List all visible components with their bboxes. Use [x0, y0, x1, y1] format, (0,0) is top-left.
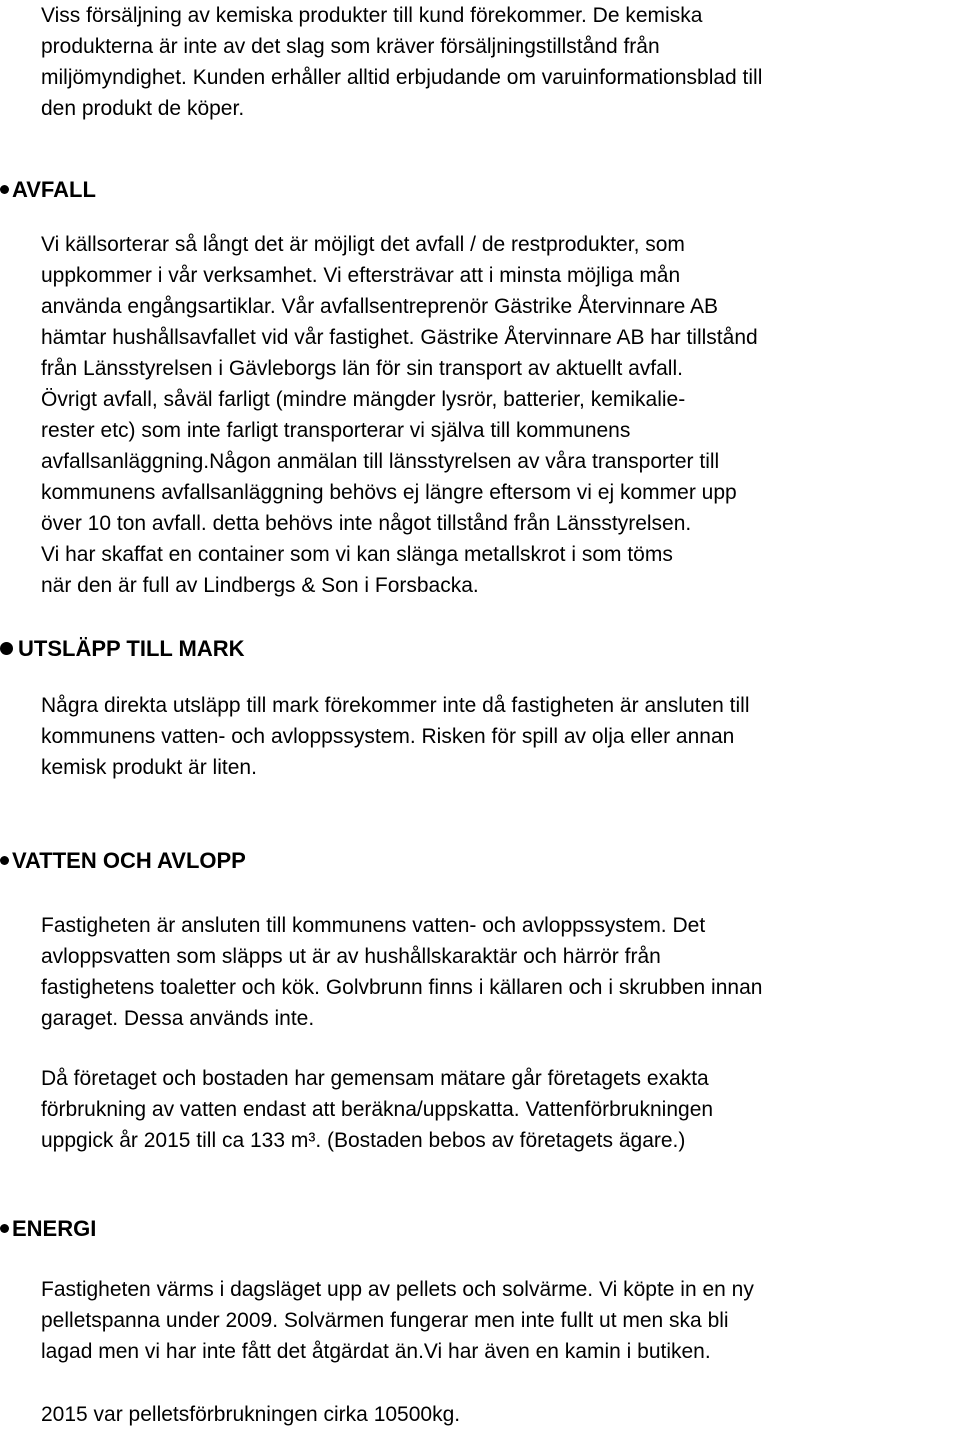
section-heading-utslapp — [0, 635, 245, 663]
section-heading-energi — [0, 1215, 96, 1243]
text-line: den produkt de köper. — [41, 97, 245, 120]
text-line: från Länsstyrelsen i Gävleborgs län för sin transport av aktuellt avfall. — [41, 357, 683, 380]
text-line: avloppsvatten som släpps ut är av hushållskaraktär och härrör från — [41, 945, 661, 968]
text-line: Då företaget och bostaden har gemensam mätare går företagets exakta — [41, 1067, 709, 1090]
text-line: uppgick år 2015 till ca 133 m³. (Bostaden bebos av företagets ägare.) — [41, 1129, 686, 1152]
text-line: förbrukning av vatten endast att beräkna/uppskatta. Vattenförbrukningen — [41, 1098, 714, 1121]
text-line: 2015 var pelletsförbrukningen cirka 10500kg. — [41, 1403, 461, 1426]
vatten-paragraph-2 — [41, 1063, 956, 1156]
text-line: Vi har skaffat en container som vi kan slänga metallskrot i som töms — [41, 543, 673, 566]
intro-paragraph — [41, 0, 956, 124]
bullet-icon — [0, 185, 9, 194]
text-line: använda engångsartiklar. Vår avfallsentreprenör Gästrike Återvinnare AB — [41, 295, 719, 318]
heading-text: ENERGI — [12, 1216, 97, 1241]
text-line: över 10 ton avfall. detta behövs inte något tillstånd från Länsstyrelsen. — [41, 512, 692, 535]
text-line: Några direkta utsläpp till mark förekommer inte då fastigheten är ansluten till — [41, 694, 750, 717]
text-line: rester etc) som inte farligt transporterar vi själva till kommunens — [41, 419, 631, 442]
text-line: kommunens vatten- och avloppssystem. Risken för spill av olja eller annan — [41, 725, 735, 748]
energi-paragraph-2 — [41, 1399, 956, 1430]
text-line: Övrigt avfall, såväl farligt (mindre mängder lysrör, batterier, kemikalie- — [41, 388, 686, 411]
bullet-icon — [0, 856, 9, 865]
text-line: pelletspanna under 2009. Solvärmen fungerar men inte fullt ut men ska bli — [41, 1309, 729, 1332]
text-line: Fastigheten är ansluten till kommunens vatten- och avloppssystem. Det — [41, 914, 706, 937]
text-line: Vi källsorterar så långt det är möjligt det avfall / de restprodukter, som — [41, 233, 685, 256]
heading-text: UTSLÄPP TILL MARK — [18, 636, 245, 661]
text-line: när den är full av Lindbergs & Son i Forsbacka. — [41, 574, 479, 597]
avfall-paragraph — [41, 229, 956, 601]
text-line: kemisk produkt är liten. — [41, 756, 257, 779]
text-line: produkterna är inte av det slag som kräver försäljningstillstånd från — [41, 35, 660, 58]
text-line: miljömyndighet. Kunden erhåller alltid erbjudande om varuinformationsblad till — [41, 66, 763, 89]
text-line: garaget. Dessa används inte. — [41, 1007, 315, 1030]
text-line: kommunens avfallsanläggning behövs ej längre eftersom vi ej kommer upp — [41, 481, 737, 504]
text-line: avfallsanläggning.Någon anmälan till länsstyrelsen av våra transporter till — [41, 450, 720, 473]
text-line: hämtar hushållsavfallet vid vår fastighet. Gästrike Återvinnare AB har tillstånd — [41, 326, 758, 349]
text-line: Fastigheten värms i dagsläget upp av pellets och solvärme. Vi köpte in en ny — [41, 1278, 754, 1301]
heading-text: AVFALL — [12, 177, 96, 202]
utslapp-paragraph — [41, 690, 956, 783]
text-line: fastighetens toaletter och kök. Golvbrunn finns i källaren och i skrubben innan — [41, 976, 763, 999]
vatten-paragraph-1 — [41, 910, 956, 1034]
bullet-icon — [0, 642, 13, 655]
text-line: lagad men vi har inte fått det åtgärdat än.Vi har även en kamin i butiken. — [41, 1340, 711, 1363]
text-line: uppkommer i vår verksamhet. Vi eftersträvar att i minsta möjliga mån — [41, 264, 681, 287]
bullet-icon — [0, 1224, 9, 1233]
section-heading-vatten — [0, 847, 246, 875]
energi-paragraph-1 — [41, 1274, 956, 1367]
text-line: Viss försäljning av kemiska produkter till kund förekommer. De kemiska — [41, 4, 703, 27]
heading-text: VATTEN OCH AVLOPP — [12, 848, 246, 873]
section-heading-avfall — [0, 176, 96, 204]
